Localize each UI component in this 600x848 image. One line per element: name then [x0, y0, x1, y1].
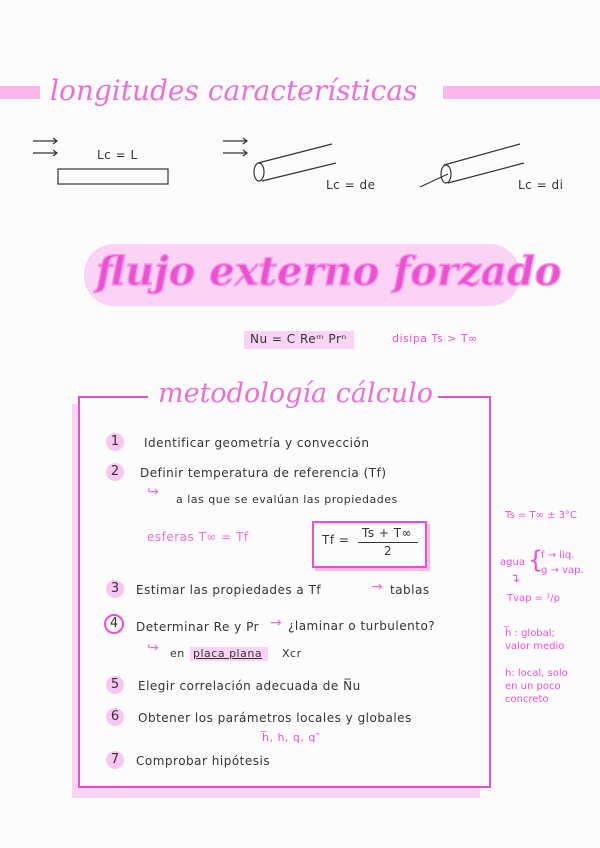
dissipation-note: disipa Ts > T∞ — [392, 332, 478, 345]
flat-plate-label: Lc = L — [97, 148, 138, 162]
step4-subtext-suffix: Xcr — [282, 647, 302, 660]
global-h-line2: valor medio — [505, 641, 565, 652]
film-temperature-lhs: Tf = — [322, 533, 350, 547]
step-text: Comprobar hipótesis — [136, 754, 271, 768]
step-number: 1 — [106, 433, 124, 451]
ts-note: Ts = T∞ ± 3°C — [505, 510, 577, 521]
arrow-icon: ↪ — [147, 640, 159, 656]
step3-tables: tablas — [390, 583, 430, 597]
local-h-line2: en un poco — [505, 681, 561, 692]
arrow-icon: ↪ — [147, 484, 159, 500]
arrow-icon: ↴ — [510, 571, 521, 585]
spheres-note: esferas T∞ = Tf — [147, 530, 249, 544]
step-number: 6 — [106, 708, 124, 726]
step-text: Identificar geometría y convección — [144, 436, 370, 450]
nusselt-formula: Nu = C Reᵐ Prⁿ — [250, 332, 347, 346]
step-number: 5 — [106, 676, 124, 694]
global-h-line1: h̅ : global; — [505, 628, 555, 639]
arrow-icon: → — [371, 579, 383, 595]
water-liquid: f → liq. — [541, 550, 575, 561]
step-text: Estimar las propiedades a Tf — [136, 583, 322, 597]
section2-title: flujo externo forzado — [96, 248, 562, 295]
water-label: agua — [500, 557, 525, 568]
cylinder-label: Lc = de — [326, 178, 376, 192]
step-number-circled: 4 — [104, 614, 124, 634]
step6-parameters: h̅, h, q, q″ — [262, 731, 321, 744]
step4-subtext-underlined: placa plana — [193, 647, 263, 660]
step-number: 3 — [106, 580, 124, 598]
step4-subtext-prefix: en — [170, 647, 185, 660]
step2-subtext: a las que se evalúan las propiedades — [176, 493, 398, 506]
title-band-right — [443, 86, 600, 99]
water-brace: { — [528, 546, 544, 574]
title-band-left — [0, 86, 40, 99]
step-text: Determinar Re y Pr — [136, 620, 260, 634]
step4-question: ¿laminar o turbulento? — [288, 619, 436, 633]
step-text: Definir temperatura de referencia (Tf) — [140, 466, 387, 480]
local-h-line1: h: local, solo — [505, 668, 568, 679]
step-text: Obtener los parámetros locales y globales — [138, 711, 412, 725]
step-text: Elegir correlación adecuada de N̅u — [138, 679, 361, 693]
vapor-note: Tvap = ¹/p — [507, 593, 560, 604]
film-temperature-numerator: Ts + T∞ — [362, 526, 413, 540]
section3-title: metodología cálculo — [158, 378, 433, 409]
local-h-line3: concreto — [505, 694, 549, 705]
characteristic-lengths-diagram — [0, 130, 600, 200]
film-temperature-denominator: 2 — [384, 544, 393, 558]
arrow-icon: → — [270, 615, 282, 631]
water-vapor: g → vap. — [541, 565, 584, 576]
section1-title: longitudes características — [50, 74, 418, 107]
tube-label: Lc = di — [518, 178, 564, 192]
fraction-bar — [358, 542, 418, 543]
step-number: 7 — [106, 751, 124, 769]
step-number: 2 — [106, 463, 124, 481]
